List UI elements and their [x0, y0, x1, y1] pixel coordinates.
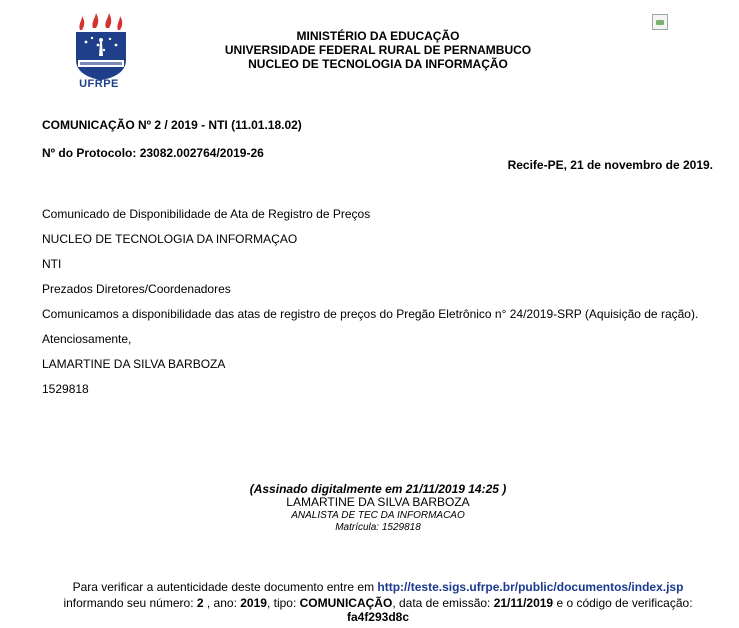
verification-prefix: Para verificar a autenticidade deste documento entre em [72, 580, 378, 594]
verification-link[interactable]: http://teste.sigs.ufrpe.br/public/documentos/index.jsp [377, 580, 684, 594]
verification-details [20, 596, 736, 610]
code-label: e o código de verificação: [553, 596, 693, 610]
body-signer-id: 1529818 [42, 382, 89, 396]
ufrpe-logo [70, 12, 126, 82]
emission-date: 21/11/2019 [493, 596, 554, 610]
signature-matricula: Matrícula: 1529818 [335, 522, 421, 533]
document-date: Recife-PE, 21 de novembro de 2019. [507, 158, 713, 172]
date-label: , data de emissão: [392, 596, 494, 610]
body-greeting: Prezados Diretores/Coordenadores [42, 282, 231, 296]
signature-name: LAMARTINE DA SILVA BARBOZA [286, 495, 470, 509]
document-year: 2019 [240, 596, 267, 610]
protocol-number: Nº do Protocolo: 23082.002764/2019-26 [42, 146, 264, 160]
broken-image-icon [652, 14, 668, 30]
header-university: UNIVERSIDADE FEDERAL RURAL DE PERNAMBUCO [224, 43, 532, 57]
document-number: 2 [196, 596, 204, 610]
verification-code: fa4f293d8c [346, 610, 410, 624]
type-label: , tipo: [266, 596, 300, 610]
logo-wordmark: UFRPE [79, 78, 119, 90]
body-closing: Atenciosamente, [42, 332, 132, 346]
verification-line [20, 580, 736, 594]
signature-role: ANALISTA DE TEC DA INFORMACAO [291, 510, 465, 521]
document-type: COMUNICAÇÃO [299, 596, 393, 610]
institution-header [200, 29, 556, 71]
inform-prefix: informando seu número: [63, 596, 197, 610]
body-signer-name: LAMARTINE DA SILVA BARBOZA [42, 357, 226, 371]
header-ministry: MINISTÉRIO DA EDUCAÇÃO [296, 29, 460, 43]
body-message: Comunicamos a disponibilidade das atas de registro de preços do Pregão Eletrônico n° 24/2019-SRP (Aquisição de ração). [42, 307, 699, 321]
body-sender-unit: NUCLEO DE TECNOLOGIA DA INFORMAÇAO [42, 232, 298, 246]
document-title: COMUNICAÇÃO Nº 2 / 2019 - NTI (11.01.18.02) [42, 118, 302, 132]
header-department: NUCLEO DE TECNOLOGIA DA INFORMAÇÃO [248, 57, 508, 71]
body-sender-acronym: NTI [42, 257, 62, 271]
body-subject: Comunicado de Disponibilidade de Ata de Registro de Preços [42, 207, 371, 221]
year-label: , ano: [203, 596, 241, 610]
signature-title: (Assinado digitalmente em 21/11/2019 14:25 ) [249, 482, 507, 496]
